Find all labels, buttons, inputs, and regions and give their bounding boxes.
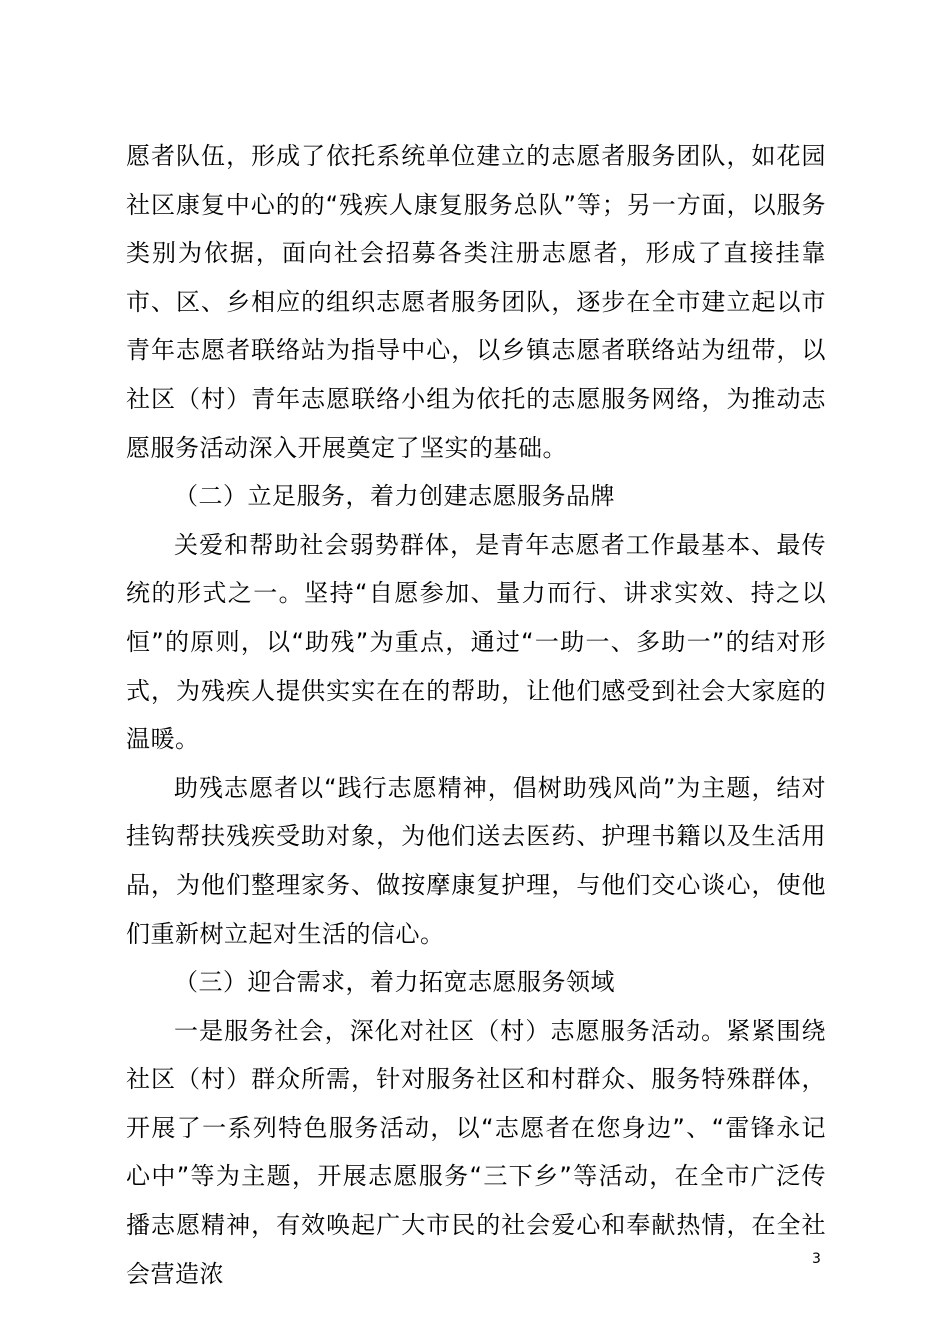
paragraph-disability-volunteers: 助残志愿者以“践行志愿精神，倡树助残风尚”为主题，结对挂钩帮扶残疾受助对象，为他们送去医药、护理书籍以及生活用品，为他们整理家务、做按摩康复护理，与他们交心谈心，使他们重新树立起对生活的信心。 (126, 773, 826, 948)
section-heading-two: （二）立足服务，着力创建志愿服务品牌 (174, 482, 615, 511)
paragraph-continuation: 愿者队伍，形成了依托系统单位建立的志愿者服务团队，如花园社区康复中心的的“残疾人康复服务总队”等；另一方面，以服务类别为依据，面向社会招募各类注册志愿者，形成了直接挂靠市、区、乡相应的组织志愿者服务团队，逐步在全市建立起以市青年志愿者联络站为指导中心，以乡镇志愿者联络站为纽带，以社区（村）青年志愿联络小组为依托的志愿服务网络，为推动志愿服务活动深入开展奠定了坚实的基础。 (126, 142, 826, 462)
paragraph-care-help: 关爱和帮助社会弱势群体，是青年志愿者工作最基本、最传统的形式之一。坚持“自愿参加、量力而行、讲求实效、持之以恒”的原则，以“助残”为重点，通过“一助一、多助一”的结对形式，为残疾人提供实实在在的帮助，让他们感受到社会大家庭的温暖。 (126, 530, 826, 754)
paragraph-serve-society: 一是服务社会，深化对社区（村）志愿服务活动。紧紧围绕社区（村）群众所需，针对服务社区和村群众、服务特殊群体，开展了一系列特色服务活动，以“志愿者在您身边”、“雷锋永记心中”等为主题，开展志愿服务“三下乡”等活动，在全市广泛传播志愿精神，有效唤起广大市民的社会爱心和奉献热情，在全社会营造浓 (126, 1016, 826, 1288)
page-number: 3 (812, 1251, 821, 1267)
document-body (126, 132, 826, 1298)
section-heading-three: （三）迎合需求，着力拓宽志愿服务领域 (174, 968, 615, 997)
